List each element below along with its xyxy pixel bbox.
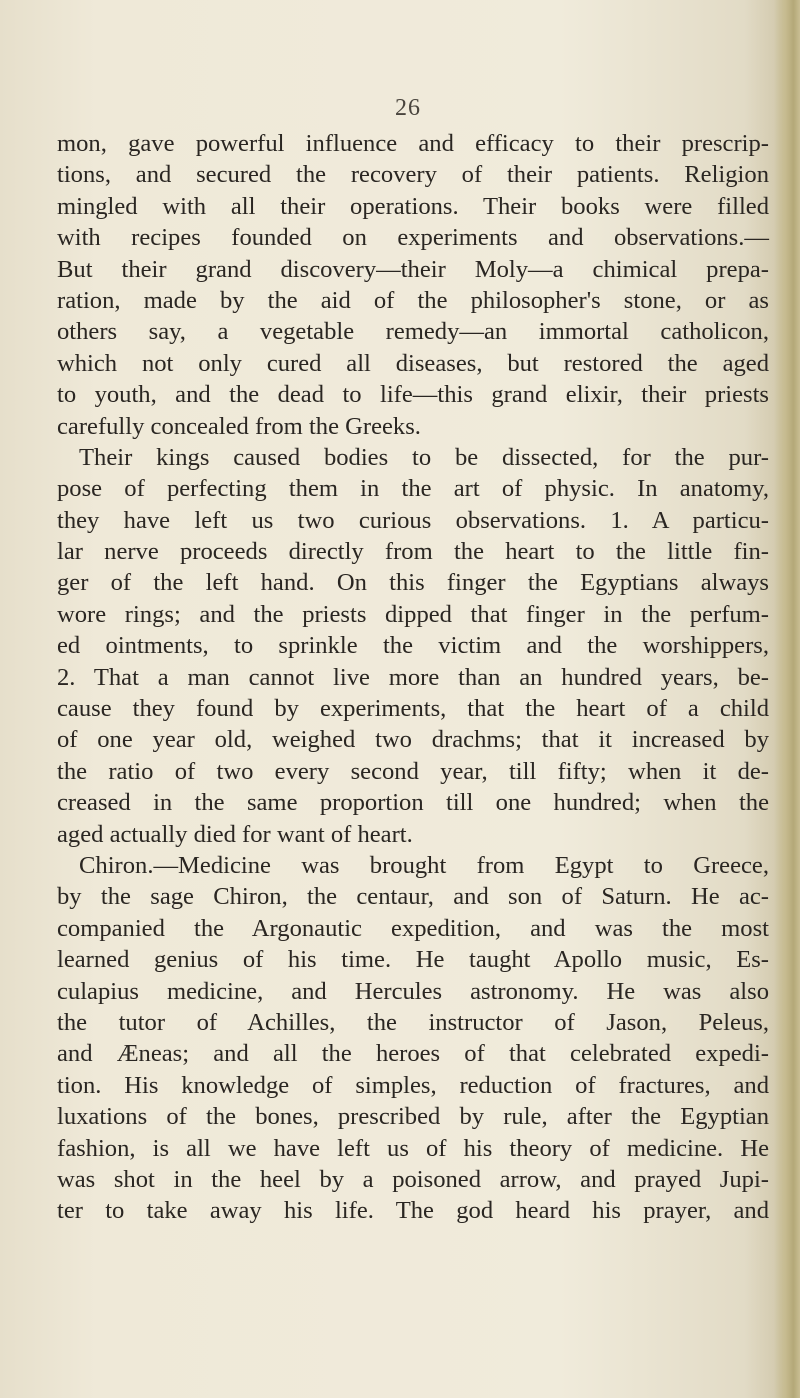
text-line: they have left us two curious observations. 1. A particu-	[57, 506, 769, 534]
text-line: tion. His knowledge of simples, reduction of fractures, and	[57, 1071, 769, 1099]
text-line: with recipes founded on experiments and observations.—	[57, 224, 769, 252]
text-line: ger of the left hand. On this finger the Egyptians always	[57, 569, 769, 597]
text-line: ter to take away his life. The god heard his prayer, and	[57, 1197, 769, 1225]
text-line: was shot in the heel by a poisoned arrow, and prayed Jupi-	[57, 1165, 769, 1193]
text-line: luxations of the bones, prescribed by rule, after the Egyptian	[57, 1103, 769, 1131]
text-line: tions, and secured the recovery of their patients. Religion	[57, 161, 769, 189]
text-line: and Æneas; and all the heroes of that celebrated expedi-	[57, 1040, 769, 1068]
page-edge-shadow	[774, 0, 800, 1398]
text-line: But their grand discovery—their Moly—a chimical prepa-	[57, 255, 769, 283]
text-line: companied the Argonautic expedition, and was the most	[57, 914, 769, 942]
text-line: mon, gave powerful influence and efficacy to their prescrip-	[57, 130, 769, 157]
page-number: 26	[395, 95, 421, 121]
text-line: learned genius of his time. He taught Apollo music, Es-	[57, 946, 769, 974]
text-line: to youth, and the dead to life—this grand elixir, their priests	[57, 381, 769, 409]
text-line: carefully concealed from the Greeks.	[57, 412, 421, 440]
text-line: fashion, is all we have left us of his theory of medicine. He	[57, 1134, 769, 1162]
text-line: wore rings; and the priests dipped that finger in the perfum-	[57, 600, 769, 628]
text-line: 2. That a man cannot live more than an hundred years, be-	[57, 663, 769, 691]
text-line: by the sage Chiron, the centaur, and son of Saturn. He ac-	[57, 883, 769, 911]
text-line: lar nerve proceeds directly from the heart to the little fin-	[57, 538, 769, 566]
text-line: the ratio of two every second year, till fifty; when it de-	[57, 757, 769, 785]
text-line: ed ointments, to sprinkle the victim and the worshippers,	[57, 632, 769, 660]
text-line: the tutor of Achilles, the instructor of Jason, Peleus,	[57, 1008, 769, 1036]
text-line: Their kings caused bodies to be dissected, for the pur-	[79, 443, 769, 471]
text-line: pose of perfecting them in the art of physic. In anatomy,	[57, 475, 769, 503]
text-line: others say, a vegetable remedy—an immortal catholicon,	[57, 318, 769, 346]
text-line: ration, made by the aid of the philosopher's stone, or as	[57, 286, 769, 314]
text-line: Chiron.—Medicine was brought from Egypt to Greece,	[79, 851, 769, 879]
body-text	[57, 128, 769, 1227]
text-line: cause they found by experiments, that the heart of a child	[57, 695, 769, 723]
text-line: mingled with all their operations. Their books were filled	[57, 192, 769, 220]
text-line: aged actually died for want of heart.	[57, 820, 413, 848]
text-line: creased in the same proportion till one hundred; when the	[57, 789, 769, 817]
text-line: which not only cured all diseases, but restored the aged	[57, 349, 769, 377]
text-line: culapius medicine, and Hercules astronomy. He was also	[57, 977, 769, 1005]
text-line: of one year old, weighed two drachms; that it increased by	[57, 726, 769, 754]
